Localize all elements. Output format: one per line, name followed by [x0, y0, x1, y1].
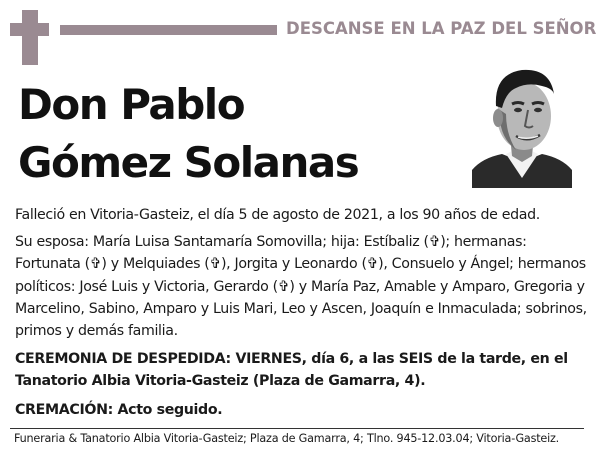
- family-list: Su esposa: María Luisa Santamaría Somovilla; hija: Estíbaliz (✞); hermanas: Fortunata (✞) y Melquiades (✞), Jorgita y Leonardo (✞), Consuelo y Ángel; hermanos políticos: José Luis y Victoria, Gerardo (✞) y María Paz, Amable y Amparo, Gregoria y Marcelino, Sabino, Amparo y Luis Mari, Leo y Ascen, Joaquín e Inmaculada; sobrinos, primos y demás familia.: [15, 234, 587, 340]
- funeral-home-footer: Funeraria & Tanatorio Albia Vitoria-Gasteiz; Plaza de Gamarra, 4; Tlno. 945-12.03.04; Vitoria-Gasteiz.: [14, 432, 560, 445]
- cross-vertical-bar: [22, 10, 38, 65]
- deceased-name: [18, 76, 448, 192]
- deceased-name-line2: Gómez Solanas: [18, 138, 359, 187]
- cross-horizontal-bar: [10, 23, 49, 36]
- death-statement: Falleció en Vitoria-Gasteiz, el día 5 de agosto de 2021, a los 90 años de edad.: [15, 207, 540, 223]
- deceased-name-line1: Don Pablo: [18, 80, 245, 129]
- obituary-body: [15, 204, 593, 421]
- ceremony-info: CEREMONIA DE DESPEDIDA: VIERNES, día 6, a las SEIS de la tarde, en el Tanatorio Albia Vitoria-Gasteiz (Plaza de Gamarra, 4).: [15, 351, 568, 390]
- footer-divider: [10, 428, 584, 429]
- cremation-info: CREMACIÓN: Acto seguido.: [15, 401, 223, 418]
- header-title: DESCANSE EN LA PAZ DEL SEÑOR: [286, 19, 597, 38]
- header-divider-bar: [60, 25, 277, 35]
- portrait-photo: [472, 58, 572, 188]
- portrait-image: [472, 58, 572, 188]
